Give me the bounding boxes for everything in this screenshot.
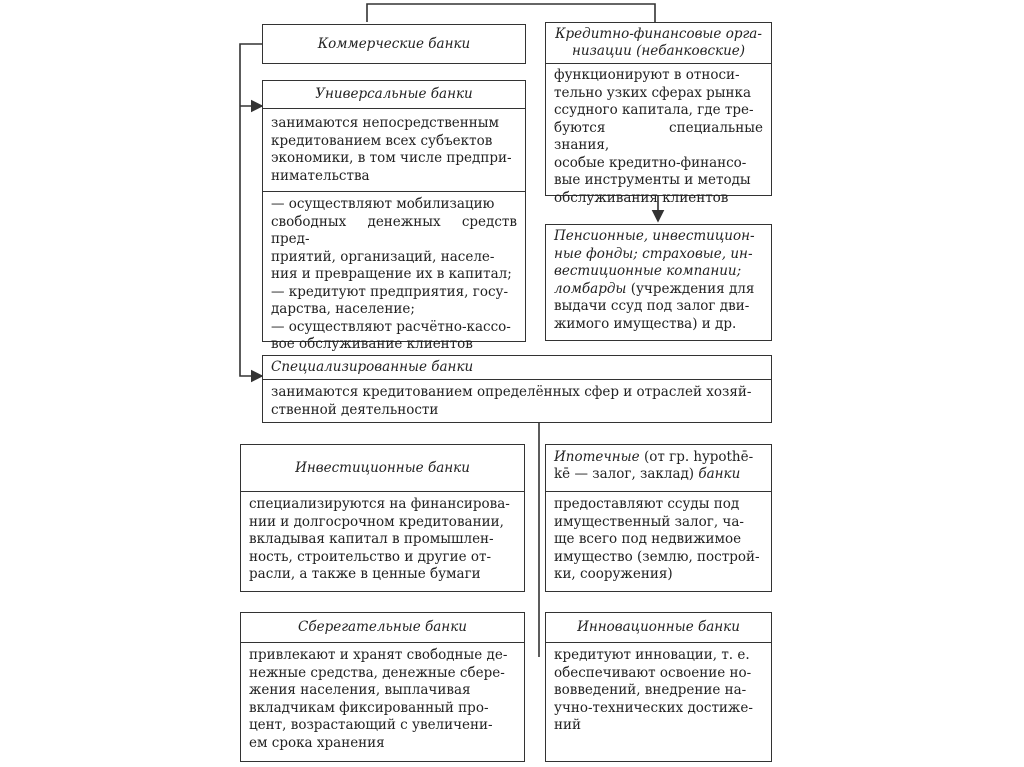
universal-desc1-line: экономики, в том числе предпри- (271, 150, 512, 166)
mortgage-banks-title (546, 445, 771, 492)
universal-banks-box (262, 80, 526, 352)
investment-banks-box (240, 444, 525, 592)
mortgage-title-line1 (554, 449, 763, 466)
savings-desc-line: жения населения, выплачивая (249, 682, 471, 698)
innovation-desc-line: обеспечивают освоение но- (554, 664, 752, 681)
commercial-branch-line (240, 44, 262, 376)
savings-desc-line: нежные средства, денежные сбере- (249, 664, 505, 681)
mortgage-desc-line: имущественный залог, ча- (554, 513, 744, 530)
nonbank-description (546, 64, 771, 210)
innovation-desc-line: ний (554, 717, 581, 733)
commercial-banks-title: Коммерческие банки (317, 36, 471, 52)
investment-desc-line: ность, строительство и другие от- (249, 548, 492, 565)
mortgage-title-italic2: банки (698, 466, 741, 482)
top-bracket-line (367, 4, 655, 22)
universal-desc1-line: кредитованием всех субъектов (271, 132, 493, 149)
savings-desc-line: вкладчикам фиксированный про- (249, 699, 489, 716)
savings-desc-line: ем срока хранения (249, 734, 385, 751)
universal-desc2-line: — кредитуют предприятия, госу- (271, 283, 509, 300)
nonbank-title-line1: Кредитно-финансовые орга- (555, 26, 762, 42)
savings-desc-line: привлекают и хранят свободные де- (249, 647, 508, 663)
specialized-banks-box (262, 355, 772, 423)
universal-desc2-line: вое обслуживание клиентов (271, 336, 473, 352)
nonbank-types-line (554, 281, 763, 299)
investment-desc (241, 492, 524, 588)
nonbank-types-box (545, 224, 772, 341)
innovation-banks-box (545, 612, 772, 762)
savings-desc-line: цент, возрастающий с увеличени- (249, 717, 493, 733)
universal-desc2-line: — осуществляют расчётно-кассо- (271, 318, 511, 335)
mortgage-desc (546, 492, 771, 588)
nonbank-types-line: выдачи ссуд под залог дви- (554, 298, 750, 314)
nonbank-desc-line: буются специальные знания, (554, 119, 763, 153)
nonbank-desc-line: обслуживания клиентов (554, 189, 729, 206)
mortgage-title-rest2: kē — залог, заклад) (554, 466, 699, 482)
nonbank-desc-line: ссудного капитала, где тре- (554, 102, 754, 118)
universal-desc1 (263, 109, 525, 192)
nonbank-types-line: вестиционные компании; (554, 263, 742, 279)
investment-desc-line: вкладывая капитал в промышлен- (249, 531, 494, 547)
savings-banks-title: Сберегательные банки (241, 613, 524, 643)
universal-desc2-line: — осуществляют мобилизацию (271, 196, 495, 212)
lombard-label: ломбарды (554, 280, 627, 297)
nonbank-title (546, 23, 771, 64)
universal-desc1-line: нимательства (271, 167, 370, 184)
nonbank-title-line2: низации (небанковские) (571, 43, 746, 59)
investment-desc-line: нии и долгосрочном кредитовании, (249, 513, 504, 530)
mortgage-title-rest: (от гр. hypothē- (639, 449, 754, 465)
innovation-desc-line: кредитуют инновации, т. е. (554, 647, 750, 663)
mortgage-title-italic: Ипотечные (554, 449, 640, 465)
mortgage-desc-line: предоставляют ссуды под (554, 496, 740, 512)
innovation-desc-line: вовведений, внедрение на- (554, 682, 747, 698)
nonbank-types-text (546, 225, 771, 336)
universal-banks-title: Универсальные банки (263, 81, 525, 109)
commercial-banks-box (262, 24, 526, 64)
nonbank-desc-line: особые кредитно-финансо- (554, 154, 747, 171)
universal-desc2-line: ния и превращение их в капитал; (271, 266, 512, 282)
innovation-desc-line: учно-технических достиже- (554, 699, 753, 716)
universal-desc2-line: свободных денежных средств пред- (271, 213, 517, 247)
nonbank-types-line: ные фонды; страховые, ин- (554, 245, 753, 262)
savings-desc (241, 643, 524, 756)
nonbank-desc-line: вые инструменты и методы (554, 172, 751, 188)
nonbank-types-line: Пенсионные, инвестицион- (554, 228, 755, 244)
mortgage-desc-line: ки, сооружения) (554, 566, 673, 582)
universal-desc2-line: приятий, организаций, населе- (271, 248, 495, 265)
nonbank-desc-line: тельно узких сферах рынка (554, 84, 752, 101)
investment-banks-title: Инвестиционные банки (241, 445, 524, 492)
innovation-desc (546, 643, 771, 739)
mortgage-desc-line: имущество (землю, построй- (554, 548, 760, 565)
savings-banks-box (240, 612, 525, 762)
specialized-desc-line: занимаются кредитованием определённых сфер и отраслей хозяй- (271, 384, 752, 400)
nonbank-box (545, 22, 772, 206)
nonbank-types-line: жимого имущества) и др. (554, 315, 737, 332)
specialized-desc-line: ственной деятельности (271, 401, 439, 418)
innovation-banks-title: Инновационные банки (546, 613, 771, 643)
investment-desc-line: специализируются на финансирова- (249, 496, 510, 512)
lombard-rest: (учреждения для (626, 280, 755, 297)
specialized-banks-title: Специализированные банки (263, 356, 771, 380)
mortgage-title-line2 (554, 466, 763, 483)
investment-desc-line: расли, а также в ценные бумаги (249, 566, 481, 582)
universal-desc2 (263, 192, 525, 358)
specialized-desc (263, 380, 771, 423)
universal-desc1-line: занимаются непосредственным (271, 115, 500, 131)
nonbank-desc-line: функционируют в относи- (554, 67, 740, 83)
universal-desc2-line: дарства, население; (271, 301, 415, 317)
mortgage-desc-line: ще всего под недвижимое (554, 531, 742, 547)
mortgage-banks-box (545, 444, 772, 592)
